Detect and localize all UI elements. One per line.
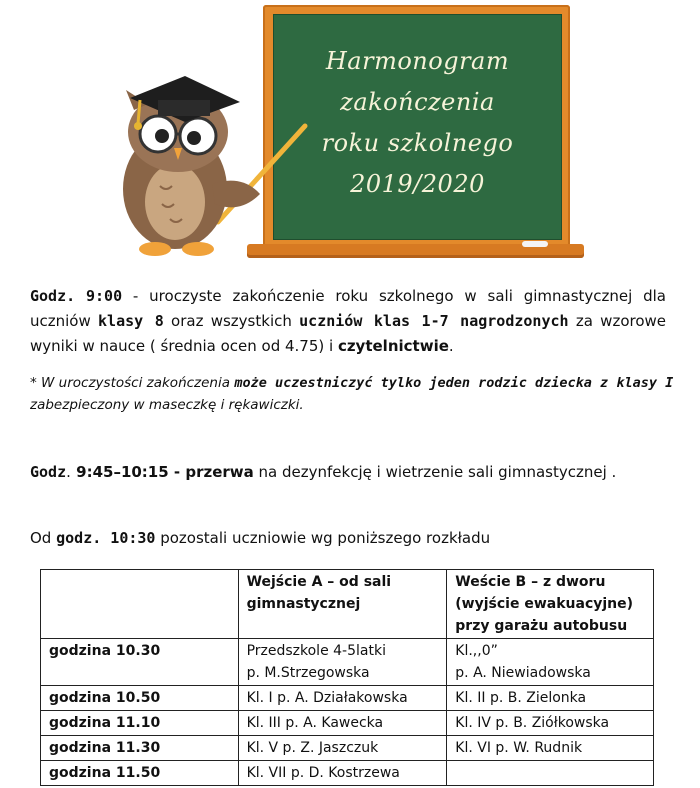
break-text: na dezynfekcję i wietrzenie sali gimnastycznej . xyxy=(253,463,617,481)
row-time: godzina 11.30 xyxy=(41,736,239,761)
header-cell-entrance-b xyxy=(447,570,654,639)
reading-label: czytelnictwie xyxy=(337,337,449,355)
ceremony-line-3 xyxy=(30,334,666,359)
header-cell-empty xyxy=(41,570,239,639)
ceremony-text-2: uczniów xyxy=(30,312,99,330)
break-time-label: Godz xyxy=(30,463,67,481)
schedule-table xyxy=(40,569,654,786)
schedule-intro-time: godz. 10:30 xyxy=(56,529,156,547)
ceremony-text-4: za wzorowe xyxy=(568,312,667,330)
row-entrance-a: Kl. I p. A. Działakowska xyxy=(238,686,447,711)
row-entrance-a: Kl. III p. A. Kawecka xyxy=(238,711,447,736)
entrance-b-line-2: (wyjście ewakuacyjne) xyxy=(455,596,634,612)
schedule-intro-text-1: Od xyxy=(30,529,57,547)
note-line-1 xyxy=(30,372,674,394)
table-row xyxy=(41,711,654,736)
ceremony-time: 9:00 xyxy=(85,287,123,305)
ceremony-text-6: . xyxy=(448,337,454,355)
schedule-intro-text-2: pozostali uczniowie wg poniższego rozkładu xyxy=(155,529,491,547)
row-time: godzina 11.10 xyxy=(41,711,239,736)
entrance-a-line-2: gimnastycznej xyxy=(246,596,361,612)
row-entrance-b: Kl. II p. B. Zielonka xyxy=(447,686,654,711)
row-time: godzina 11.50 xyxy=(41,761,239,786)
entrance-a-line-1: Wejście A – od sali xyxy=(246,574,392,590)
header-illustration xyxy=(0,0,700,270)
row-time: godzina 10.50 xyxy=(41,686,239,711)
row-entrance-a: Kl. V p. Z. Jaszczuk xyxy=(238,736,447,761)
table-row xyxy=(41,736,654,761)
row-entrance-b: Kl. IV p. B. Ziółkowska xyxy=(447,711,654,736)
ceremony-line-1 xyxy=(30,284,666,309)
board-title-line-4: 2019/2020 xyxy=(350,170,485,198)
break-label: przerwa xyxy=(185,463,254,481)
row-entrance-b-line-2: p. A. Niewiadowska xyxy=(455,665,591,681)
table-header-row xyxy=(41,570,654,639)
chalk-piece xyxy=(522,241,548,247)
board-title xyxy=(274,41,561,205)
row-entrance-a-line-1: Przedszkole 4-5latki xyxy=(246,643,386,659)
entrance-b-line-3: przy garażu autobusu xyxy=(455,618,628,634)
owl-teacher-illustration xyxy=(100,64,310,264)
time-label: Godz. xyxy=(30,287,76,305)
row-time: godzina 10.30 xyxy=(41,639,239,686)
row-entrance-a: Kl. VII p. D. Kostrzewa xyxy=(238,761,447,786)
ceremony-paragraph xyxy=(30,284,666,359)
row-entrance-a-line-2: p. M.Strzegowska xyxy=(246,665,370,681)
board-title-line-3: roku szkolnego xyxy=(321,129,514,157)
note-bold-text: może uczestniczyć tylko jeden rodzic dziecka z klasy I xyxy=(234,375,674,391)
break-dot: . xyxy=(66,463,71,481)
note-text-2: zabezpieczony w maseczkę i rękawiczki. xyxy=(30,397,304,413)
entrance-b-line-1: Weście B – z dworu xyxy=(455,574,606,590)
board-title-line-1: Harmonogram xyxy=(325,47,510,75)
ceremony-text-5: wyniki w nauce ( średnia ocen od 4.75) i xyxy=(30,337,338,355)
schedule-intro xyxy=(30,526,490,551)
table-row xyxy=(41,639,654,686)
awarded-students-label: uczniów klas 1-7 nagrodzonych xyxy=(299,312,569,330)
ceremony-line-2 xyxy=(30,309,666,334)
note-text-1: * W uroczystości zakończenia xyxy=(30,375,235,391)
break-time: 9:45–10:15 xyxy=(70,463,169,481)
chalkboard xyxy=(273,14,562,240)
row-entrance-b xyxy=(447,639,654,686)
break-dash: - xyxy=(168,463,186,481)
table-row xyxy=(41,686,654,711)
row-entrance-b-line-1: Kl.,,0” xyxy=(455,643,498,659)
row-entrance-a xyxy=(238,639,447,686)
board-title-line-2: zakończenia xyxy=(340,88,495,116)
ceremony-text-3: oraz wszystkich xyxy=(163,312,300,330)
ceremony-text-1: - uroczyste zakończenie roku szkolnego w sali gimnastycznej dla xyxy=(122,287,666,305)
row-entrance-b: Kl. VI p. W. Rudnik xyxy=(447,736,654,761)
parent-attendance-note xyxy=(30,372,674,416)
table-row xyxy=(41,761,654,786)
class-8-label: klasy 8 xyxy=(98,312,164,330)
header-cell-entrance-a xyxy=(238,570,447,639)
row-entrance-b xyxy=(447,761,654,786)
break-paragraph xyxy=(30,460,616,485)
